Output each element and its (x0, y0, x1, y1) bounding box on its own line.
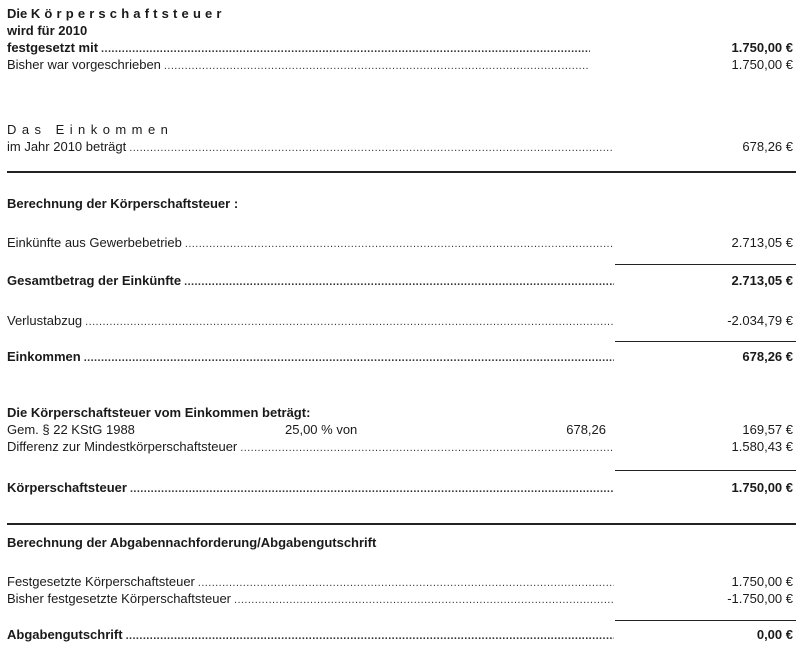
tax-rule-label: Gem. § 22 KStG 1988 (7, 422, 135, 437)
sum-rule (615, 341, 796, 342)
tax-total-amount: 1.750,00 € (731, 480, 793, 495)
income-amount: 678,26 € (742, 139, 793, 154)
settlement-previous-amount: -1.750,00 € (727, 591, 793, 606)
leader-dots (164, 58, 590, 74)
tax-rule-amount: 169,57 € (742, 422, 793, 437)
leader-dots (240, 440, 614, 456)
loss-deduction-label: Verlustabzug (7, 313, 83, 328)
settlement-previous-row (7, 591, 614, 607)
credit-row (7, 627, 614, 643)
fixed-label: festgesetzt mit (7, 40, 99, 55)
leader-dots (85, 314, 614, 330)
total-income-row (7, 273, 614, 289)
total-income-label: Gesamtbetrag der Einkünfte (7, 273, 182, 288)
min-tax-label: Differenz zur Mindestkörperschaftsteuer (7, 439, 238, 454)
tax-base: 678,26 (566, 422, 606, 437)
year-line: wird für 2010 (7, 23, 88, 38)
income-total-label: Einkommen (7, 349, 81, 364)
business-income-row (7, 235, 614, 251)
income-total-amount: 678,26 € (742, 349, 793, 364)
income-total-row (7, 349, 614, 365)
leader-dots (101, 41, 590, 57)
min-tax-amount: 1.580,43 € (731, 439, 793, 454)
business-income-amount: 2.713,05 € (731, 235, 793, 250)
income-label-2: im Jahr 2010 beträgt (7, 139, 127, 154)
leader-dots (185, 236, 614, 252)
calculation-heading: Berechnung der Körperschaftsteuer : (7, 196, 239, 211)
leader-dots (184, 274, 614, 290)
settlement-fixed-amount: 1.750,00 € (731, 574, 793, 589)
income-row (7, 139, 614, 155)
title-line (7, 6, 226, 22)
fixed-amount: 1.750,00 € (731, 40, 793, 55)
leader-dots (130, 481, 614, 497)
leader-dots (84, 350, 614, 366)
section-divider (7, 171, 796, 173)
leader-dots (198, 575, 614, 591)
credit-label: Abgabengutschrift (7, 627, 123, 642)
leader-dots (126, 628, 614, 644)
total-income-amount: 2.713,05 € (731, 273, 793, 288)
leader-dots (234, 592, 614, 608)
loss-deduction-row (7, 313, 614, 329)
settlement-fixed-label: Festgesetzte Körperschaftsteuer (7, 574, 195, 589)
tax-total-row (7, 480, 614, 496)
income-label-1: Das Einkommen (7, 122, 174, 137)
loss-deduction-amount: -2.034,79 € (727, 313, 793, 328)
leader-dots (129, 140, 614, 156)
section-divider (7, 523, 796, 525)
min-tax-row (7, 439, 614, 455)
settlement-heading: Berechnung der Abgabennachforderung/Abgabengutschrift (7, 535, 377, 550)
sum-rule (615, 470, 796, 471)
settlement-fixed-row (7, 574, 614, 590)
title-prefix: Die (7, 6, 31, 21)
previous-row (7, 57, 590, 73)
settlement-previous-label: Bisher festgesetzte Körperschaftsteuer (7, 591, 232, 606)
tax-heading: Die Körperschaftsteuer vom Einkommen beträgt: (7, 405, 311, 420)
sum-rule (615, 620, 796, 621)
tax-rate: 25,00 % von (285, 422, 358, 437)
sum-rule (615, 264, 796, 265)
tax-total-label: Körperschaftsteuer (7, 480, 127, 495)
title-word: Körperschaftsteuer (30, 6, 226, 21)
fixed-row (7, 40, 590, 56)
business-income-label: Einkünfte aus Gewerbebetrieb (7, 235, 182, 250)
credit-amount: 0,00 € (756, 627, 793, 642)
previous-label: Bisher war vorgeschrieben (7, 57, 161, 72)
previous-amount: 1.750,00 € (731, 57, 793, 72)
